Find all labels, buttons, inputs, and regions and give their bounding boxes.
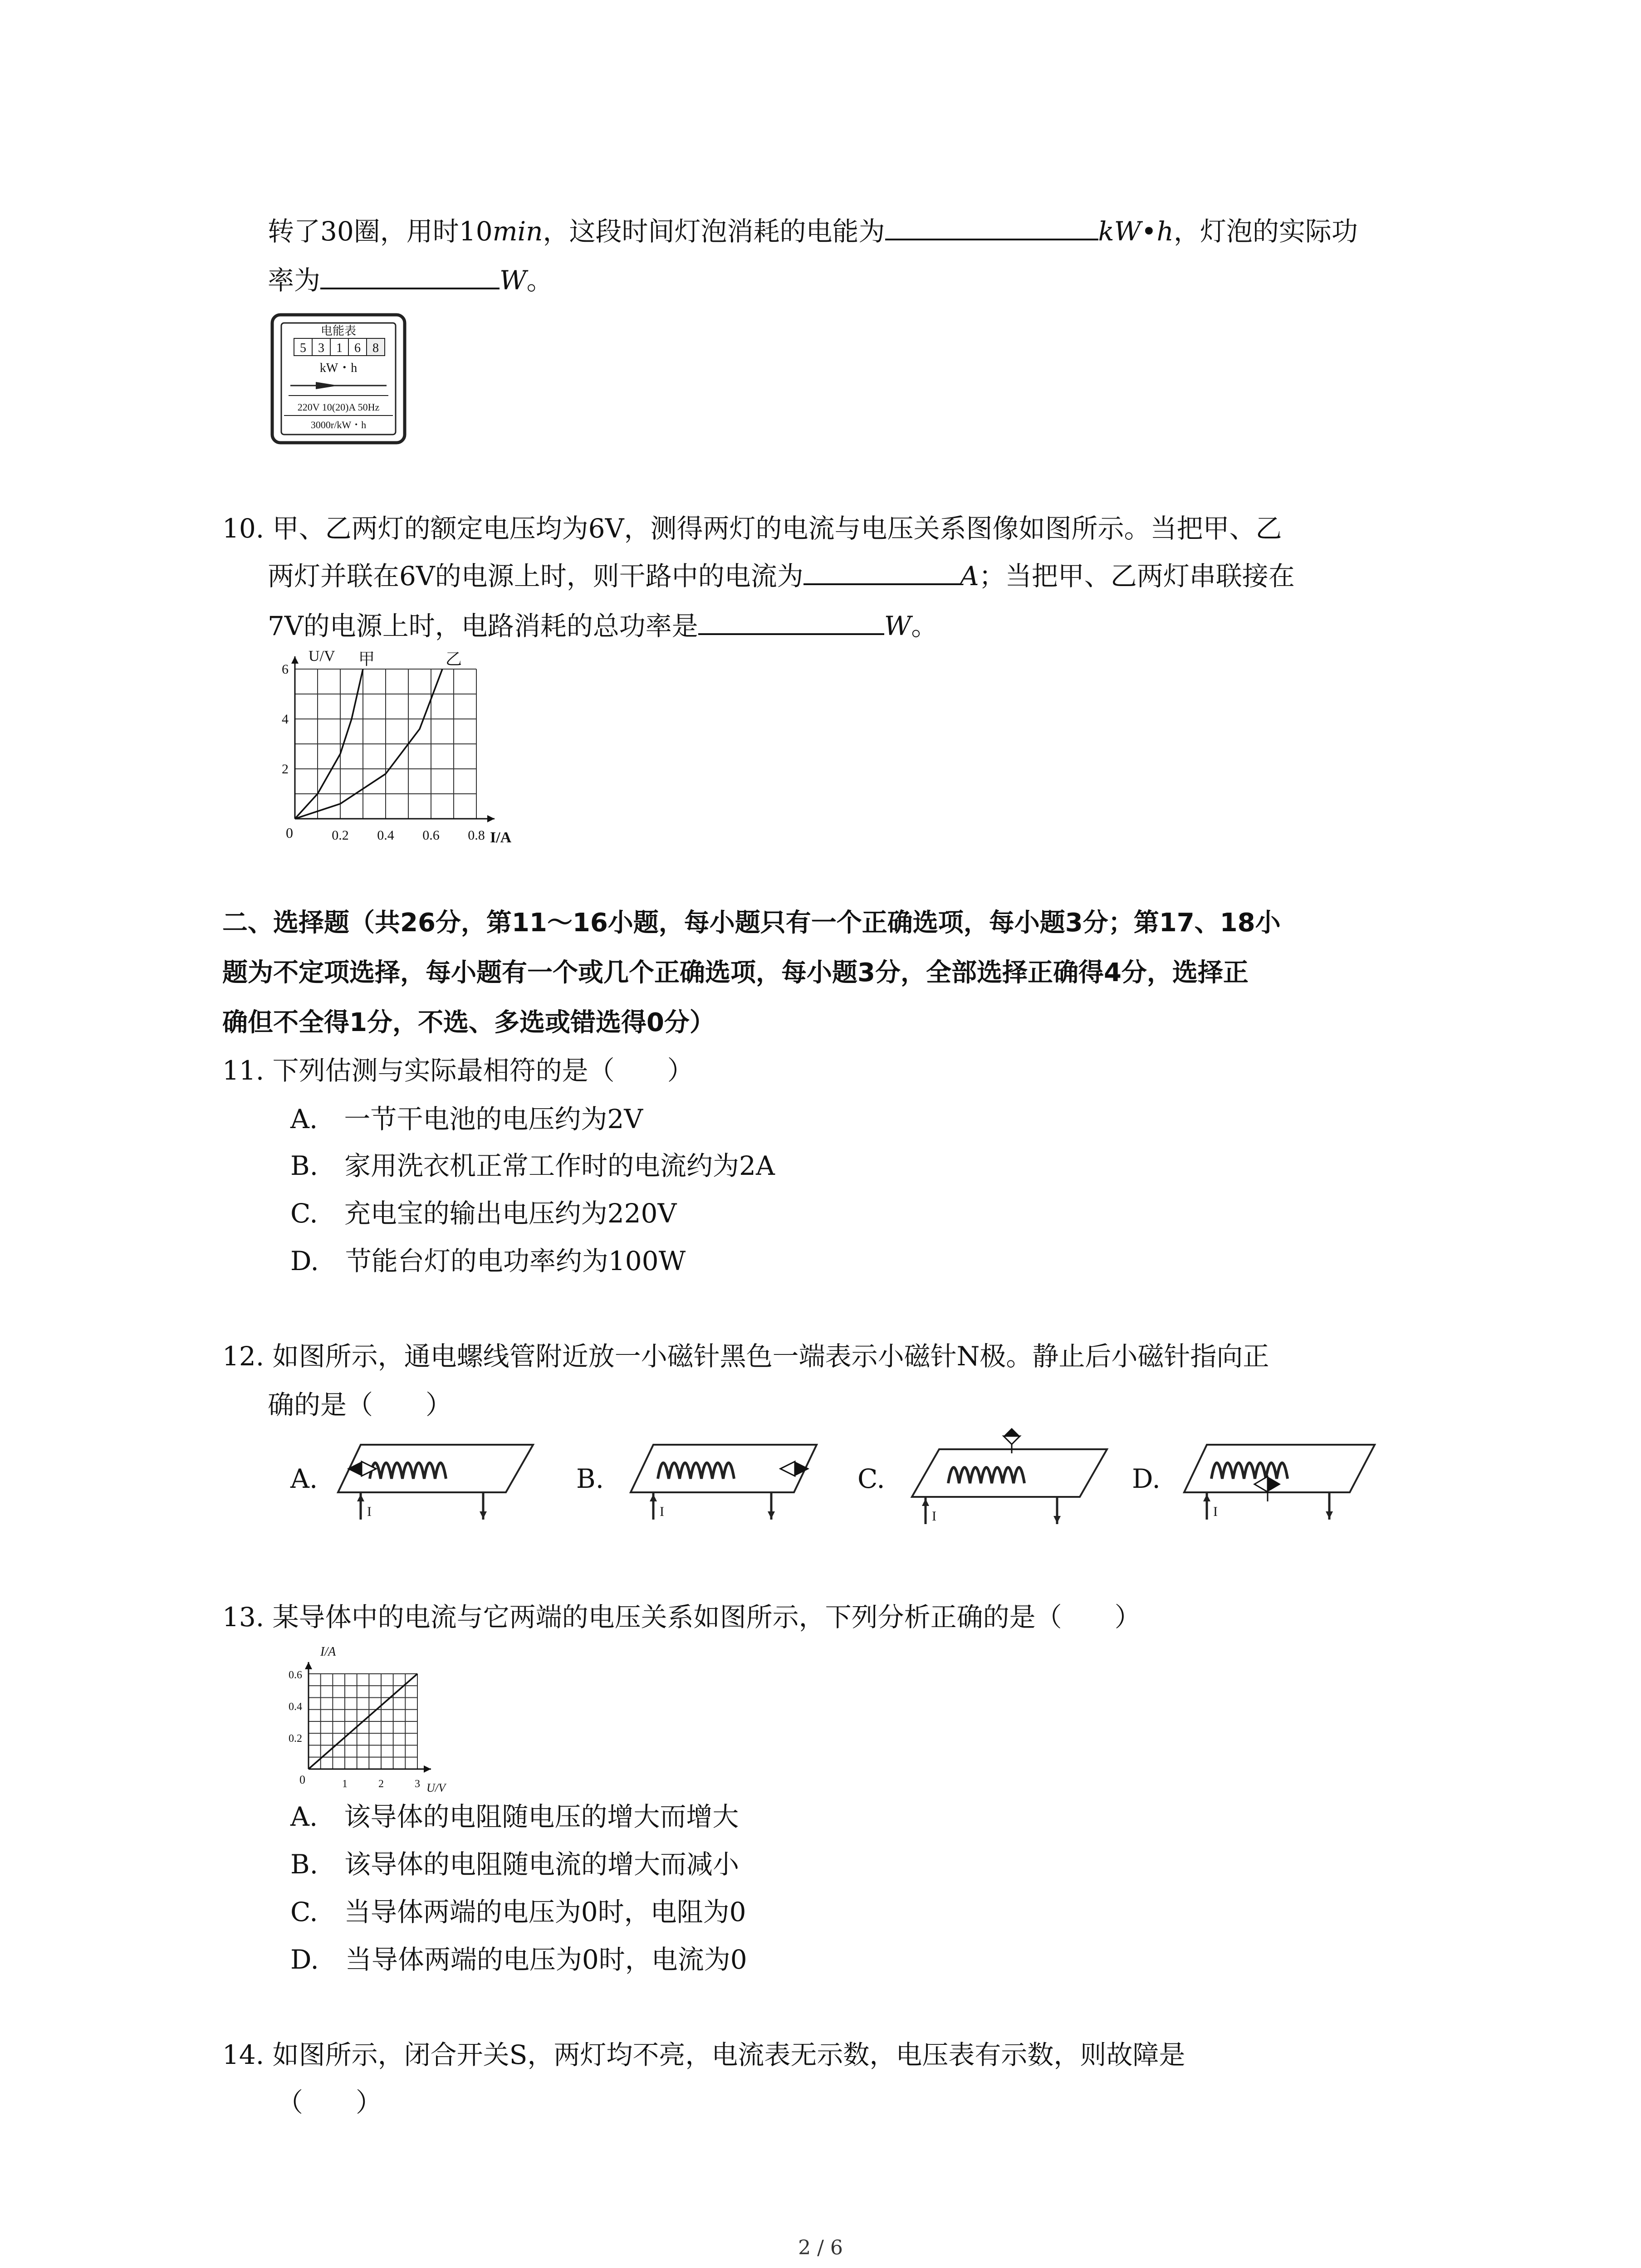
q12-solenoid-figure-d[interactable] <box>1180 1433 1384 1524</box>
y-tick-label: 6 <box>282 662 289 677</box>
q13-option-d[interactable]: D. 当导体两端的电压为0时，电流为0 <box>290 1944 747 1975</box>
x-axis-label: I/A <box>490 829 512 846</box>
meter-title: 电能表 <box>320 324 357 337</box>
q12-option-b-label[interactable]: B. <box>576 1463 604 1494</box>
section2-line2: 题为不定项选择，每小题有一个或几个正确选项，每小题3分，全部选择正确得4分，选择正 <box>222 958 1249 987</box>
q10-line3 <box>268 608 937 642</box>
q9-text-line2: 率为 <box>268 265 321 296</box>
current-label: I <box>932 1509 936 1524</box>
q9-line1 <box>268 213 1358 247</box>
meter-unit: kW・h <box>319 361 358 375</box>
q12-solenoid-figure-c[interactable] <box>907 1424 1116 1529</box>
q9-period: 。 <box>526 265 553 296</box>
x-tick-label: 0.8 <box>468 828 485 843</box>
meter-digit: 5 <box>300 341 306 355</box>
q9-unit-w: W <box>500 265 527 296</box>
tick-labels <box>282 662 485 843</box>
q10-blank-current[interactable] <box>803 558 960 585</box>
y-tick-label: 4 <box>282 712 289 727</box>
x-tick-label: 0.2 <box>332 828 349 843</box>
q11-option-b[interactable]: B. 家用洗衣机正常工作时的电流约为2A <box>290 1150 775 1181</box>
current-label: I <box>660 1504 664 1519</box>
y-tick-label: 0.6 <box>289 1669 302 1681</box>
current-label: I <box>1213 1504 1218 1519</box>
meter-rate: 3000r/kW・h <box>310 419 367 430</box>
q10-text-a: 两灯并联在6V的电源上时，则干路中的电流为 <box>268 561 803 591</box>
chart-axes <box>291 656 495 822</box>
q9-line2 <box>268 262 553 296</box>
x-tick-label: 3 <box>415 1778 420 1790</box>
series-label-jia: 甲 <box>358 650 375 668</box>
q12-solenoid-figure-a[interactable] <box>333 1433 547 1524</box>
q14-line2: （ ） <box>277 2087 382 2118</box>
q9-min: min <box>492 216 543 247</box>
q12-option-d-label[interactable]: D. <box>1132 1463 1161 1494</box>
electricity-meter-figure <box>270 313 407 445</box>
q10-ui-chart <box>268 646 549 855</box>
section2-line1: 二、选择题（共26分，第11～16小题，每小题只有一个正确选项，每小题3分；第17、18小 <box>222 908 1281 938</box>
current-label: I <box>367 1504 372 1519</box>
q9-blank-power[interactable] <box>320 262 500 289</box>
q13-iu-chart <box>268 1642 458 1796</box>
q12-solenoid-figure-b[interactable] <box>626 1433 826 1524</box>
x-axis-label: U/V <box>426 1781 446 1794</box>
q11-option-a[interactable]: A. 一节干电池的电压约为2V <box>290 1104 643 1134</box>
q9-text-d: ，灯泡的实际功 <box>1173 216 1358 247</box>
page-number: 2 / 6 <box>798 2236 843 2259</box>
y-axis-arrow <box>305 1662 312 1669</box>
x-tick-label: 1 <box>342 1778 348 1790</box>
q12-option-a-label[interactable]: A. <box>290 1463 318 1494</box>
q11-option-d[interactable]: D. 节能台灯的电功率约为100W <box>290 1246 686 1276</box>
q10-unit-a: A <box>960 561 979 591</box>
x-axis-arrow <box>424 1765 431 1773</box>
series-label-yi: 乙 <box>446 650 462 668</box>
q10-line2 <box>268 558 1295 592</box>
q9-blank-energy[interactable] <box>885 213 1098 240</box>
meter-digit: 8 <box>372 341 379 355</box>
q10-blank-power[interactable] <box>698 608 884 635</box>
q13-option-a[interactable]: A. 该导体的电阻随电压的增大而增大 <box>290 1801 739 1832</box>
q13-option-c[interactable]: C. 当导体两端的电压为0时，电阻为0 <box>290 1897 746 1927</box>
chart-grid <box>295 669 476 819</box>
q13-stem: 13. 某导体中的电流与它两端的电压关系如图所示，下列分析正确的是（ ） <box>222 1602 1141 1633</box>
meter-digit: 3 <box>318 341 324 355</box>
x-tick-label: 2 <box>378 1778 384 1790</box>
q9-text-c: ，这段时间灯泡消耗的电能为 <box>543 216 885 247</box>
meter-digit: 6 <box>354 341 361 355</box>
q10-period: 。 <box>911 611 938 641</box>
meter-digit: 1 <box>336 341 343 355</box>
y-tick-label: 2 <box>282 762 289 777</box>
q10-line1: 10. 甲、乙两灯的额定电压均为6V，测得两灯的电流与电压关系图像如图所示。当把甲、乙 <box>222 513 1282 544</box>
q10-text-c: 7V的电源上时，电路消耗的总功率是 <box>268 611 698 641</box>
q13-option-b[interactable]: B. 该导体的电阻随电流的增大而减小 <box>290 1849 740 1880</box>
q12-option-c-label[interactable]: C. <box>857 1463 885 1494</box>
q11-option-c[interactable]: C. 充电宝的输出电压约为220V <box>290 1198 677 1229</box>
y-axis-label: I/A <box>320 1645 336 1659</box>
x-axis-arrow <box>487 815 495 822</box>
y-tick-label: 0.4 <box>289 1701 302 1713</box>
meter-spec: 220V 10(20)A 50Hz <box>297 401 380 413</box>
q9-unit-kwh: kW•h <box>1098 216 1174 247</box>
y-axis-arrow <box>291 656 299 664</box>
origin-label: 0 <box>299 1773 305 1786</box>
q14-line1: 14. 如图所示，闭合开关S，两灯均不亮，电流表无示数，电压表有示数，则故障是 <box>222 2039 1185 2070</box>
y-axis-label: U/V <box>309 648 335 665</box>
q11-stem: 11. 下列估测与实际最相符的是（ ） <box>222 1055 694 1086</box>
q9-text-a: 转了30圈，用时10 <box>268 216 493 247</box>
x-tick-label: 0.6 <box>422 828 440 843</box>
origin-label: 0 <box>286 825 293 841</box>
x-tick-label: 0.4 <box>377 828 394 843</box>
q12-line1: 12. 如图所示，通电螺线管附近放一小磁针黑色一端表示小磁针N极。静止后小磁针指向正 <box>222 1341 1269 1372</box>
y-tick-label: 0.2 <box>289 1733 302 1745</box>
q12-line2: 确的是（ ） <box>268 1389 452 1420</box>
q10-unit-w: W <box>884 611 911 641</box>
section2-line3: 确但不全得1分，不选、多选或错选得0分） <box>222 1008 715 1037</box>
q10-text-b: ；当把甲、乙两灯串联接在 <box>979 561 1295 591</box>
